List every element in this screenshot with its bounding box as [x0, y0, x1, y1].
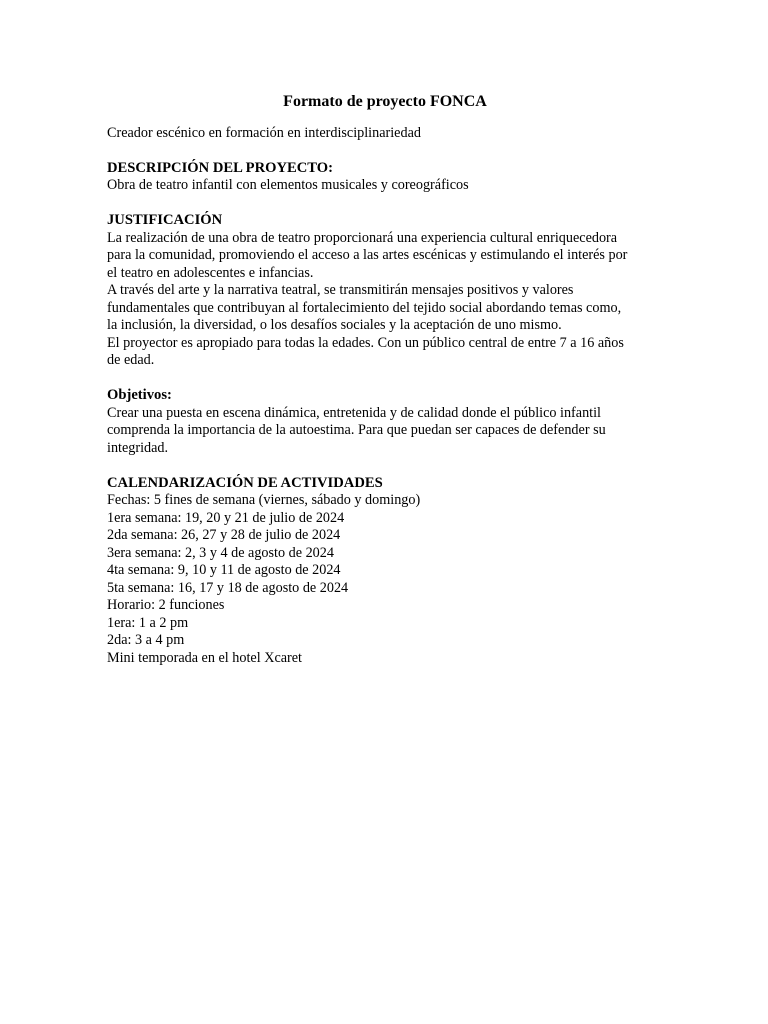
paragraph-line: fundamentales que contribuyan al fortalecimiento del tejido social abordando temas como,: [107, 299, 622, 316]
section-heading-descripcion: DESCRIPCIÓN DEL PROYECTO:: [107, 159, 333, 176]
section-calendarizacion: [107, 475, 667, 668]
paragraph-line: de edad.: [107, 352, 155, 368]
section-heading-objetivos: Objetivos:: [107, 387, 172, 403]
paragraph-line: El proyector es apropiado para todas la edades. Con un público central de entre 7 a 16 años: [107, 334, 624, 351]
spacer: [107, 370, 667, 388]
schedule-line: 2da semana: 26, 27 y 28 de julio de 2024: [107, 527, 341, 543]
section-heading-calendarizacion: CALENDARIZACIÓN DE ACTIVIDADES: [107, 474, 383, 491]
paragraph-line: la inclusión, la diversidad, o los desafíos sociales y la aceptación de uno mismo.: [107, 317, 562, 333]
schedule-line: 1era: 1 a 2 pm: [107, 614, 189, 631]
paragraph-line: Crear una puesta en escena dinámica, entretenida y de calidad donde el público infantil: [107, 404, 601, 421]
section-heading-justificacion: JUSTIFICACIÓN: [107, 212, 223, 228]
schedule-line: 5ta semana: 16, 17 y 18 de agosto de 2024: [107, 579, 349, 596]
paragraph-line: A través del arte y la narrativa teatral, se transmitirán mensajes positivos y valores: [107, 282, 574, 298]
schedule-line: 4ta semana: 9, 10 y 11 de agosto de 2024: [107, 562, 341, 578]
schedule-line: 1era semana: 19, 20 y 21 de julio de 2024: [107, 509, 345, 526]
spacer: [107, 195, 667, 213]
spacer: [107, 143, 667, 160]
schedule-line: 3era semana: 2, 3 y 4 de agosto de 2024: [107, 544, 334, 561]
paragraph-line: comprenda la importancia de la autoestima. Para que puedan ser capaces de defender su: [107, 422, 606, 438]
schedule-line: Horario: 2 funciones: [107, 597, 225, 613]
document-title: Formato de proyecto FONCA: [283, 93, 487, 110]
spacer: [107, 457, 667, 475]
document-page: [107, 92, 667, 667]
paragraph-line: La realización de una obra de teatro proporcionará una experiencia cultural enriquecedora: [107, 229, 618, 246]
schedule-line: 2da: 3 a 4 pm: [107, 632, 185, 648]
schedule-line: Mini temporada en el hotel Xcaret: [107, 649, 303, 666]
paragraph-line: Obra de teatro infantil con elementos musicales y coreográficos: [107, 177, 469, 193]
section-justificacion: [107, 212, 667, 370]
section-descripcion: [107, 160, 667, 195]
paragraph-line: integridad.: [107, 439, 169, 456]
section-objetivos: [107, 387, 667, 457]
paragraph-line: para la comunidad, promoviendo el acceso a las artes escénicas y estimulando el interés por: [107, 247, 628, 263]
paragraph-line: el teatro en adolescentes e infancias.: [107, 264, 314, 281]
schedule-line: Fechas: 5 fines de semana (viernes, sábado y domingo): [107, 492, 421, 508]
document-subtitle: Creador escénico en formación en interdisciplinariedad: [107, 125, 421, 141]
